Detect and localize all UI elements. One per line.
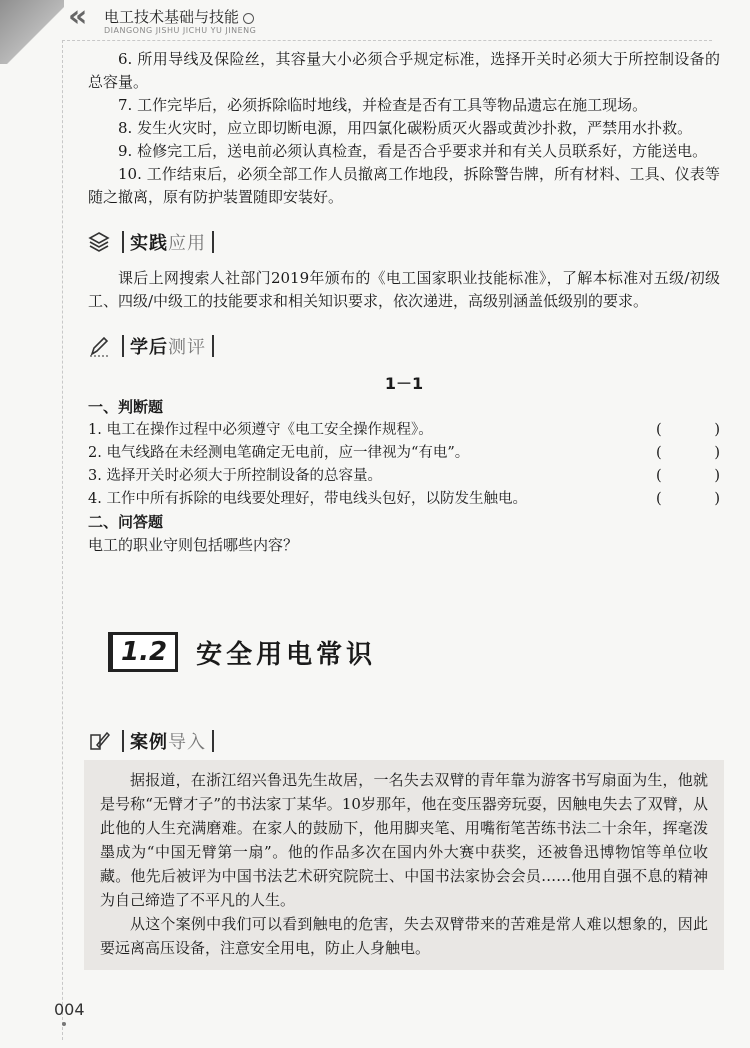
- rule-item: 7. 工作完毕后，必须拆除临时地线，并检查是否有工具等物品遗忘在施工现场。: [118, 96, 648, 114]
- rule-item: 6. 所用导线及保险丝，其容量大小必须合乎规定标准，选择开关时必须大于所控制设备的总容量。: [88, 50, 720, 91]
- pencil-icon: [88, 335, 110, 357]
- answer-blank[interactable]: ( ): [656, 468, 720, 484]
- writing-icon: [88, 730, 110, 752]
- section-heading: [108, 625, 376, 679]
- practice-text: 课后上网搜索人社部门2019年颁布的《电工国家职业技能标准》，了解本标准对五级/初级工、四级/中级工的技能要求和相关知识要求，依次递进，高级别涵盖低级别的要求。: [88, 269, 720, 310]
- section-title: 安全用电常识: [196, 639, 377, 670]
- page-content: [88, 48, 720, 557]
- section-number: 1.2: [108, 632, 178, 672]
- answer-blank[interactable]: ( ): [656, 422, 720, 438]
- case-heading: 案例导入: [88, 728, 220, 754]
- judge-item: 4. 工作中所有拆除的电线要处理好，带电线头包好，以防发生触电。 ( ): [88, 488, 720, 511]
- judge-item: 3. 选择开关时必须大于所控制设备的总容量。 ( ): [88, 465, 720, 488]
- assessment-heading: 学后测评: [88, 333, 720, 359]
- bullet-circle-icon: [243, 13, 254, 24]
- case-paragraph: 据报道，在浙江绍兴鲁迅先生故居，一名失去双臂的青年靠为游客书写扇面为生，他就是号称“无臂才子”的书法家丁某华。10岁那年，他在变压器旁玩耍，因触电失去了双臂，从此他的人生充满磨难。在家人的鼓励下，他用脚夹笔、用嘴衔笔苦练书法二十余年，挥毫泼墨成为“中国无臂第一扇”。他的作品多次在国内外大赛中获奖，还被鲁迅博物馆等单位收藏。他先后被评为中国书法艺术研究院院士、中国书法家协会会员……他用自强不息的精神为自己缔造了不平凡的人生。: [100, 771, 708, 909]
- qa-heading: 二、问答题: [88, 513, 164, 531]
- answer-blank[interactable]: ( ): [656, 491, 720, 507]
- book-title-pinyin: DIANGONG JISHU JICHU YU JINENG: [104, 26, 257, 35]
- judge-item: 2. 电气线路在未经测电笔确定无电前，应一律视为“有电”。 ( ): [88, 442, 720, 465]
- page-dot: [62, 1022, 66, 1026]
- margin-rule: [62, 40, 63, 1040]
- practice-heading: 实践应用: [88, 229, 720, 255]
- page-number: 004: [54, 1000, 85, 1019]
- judge-heading: 一、判断题: [88, 398, 164, 416]
- chevron-left-double-icon: «: [68, 0, 88, 34]
- corner-decoration: [0, 0, 64, 64]
- case-box: [84, 760, 724, 970]
- book-title: 电工技术基础与技能: [104, 6, 254, 27]
- case-paragraph: 从这个案例中我们可以看到触电的危害，失去双臂带来的苦难是常人难以想象的，因此要远离高压设备，注意安全用电，防止人身触电。: [100, 915, 708, 957]
- judge-item: 1. 电工在操作过程中必须遵守《电工安全操作规程》。 ( ): [88, 419, 720, 442]
- answer-blank[interactable]: ( ): [656, 445, 720, 461]
- running-header: [68, 2, 388, 38]
- rule-item: 10. 工作结束后，必须全部工作人员撤离工作地段，拆除警告牌，所有材料、工具、仪表等随之撤离，原有防护装置随即安装好。: [88, 165, 720, 206]
- layers-icon: [88, 231, 110, 253]
- rule-item: 9. 检修完工后，送电前必须认真检查，看是否合乎要求并和有关人员联系好，方能送电。: [118, 142, 708, 160]
- header-rule: [62, 40, 712, 41]
- test-number: 1－1: [384, 374, 424, 393]
- rule-item: 8. 发生火灾时，应立即切断电源，用四氯化碳粉质灭火器或黄沙扑救，严禁用水扑救。: [118, 119, 693, 137]
- qa-item: 电工的职业守则包括哪些内容？: [88, 536, 299, 554]
